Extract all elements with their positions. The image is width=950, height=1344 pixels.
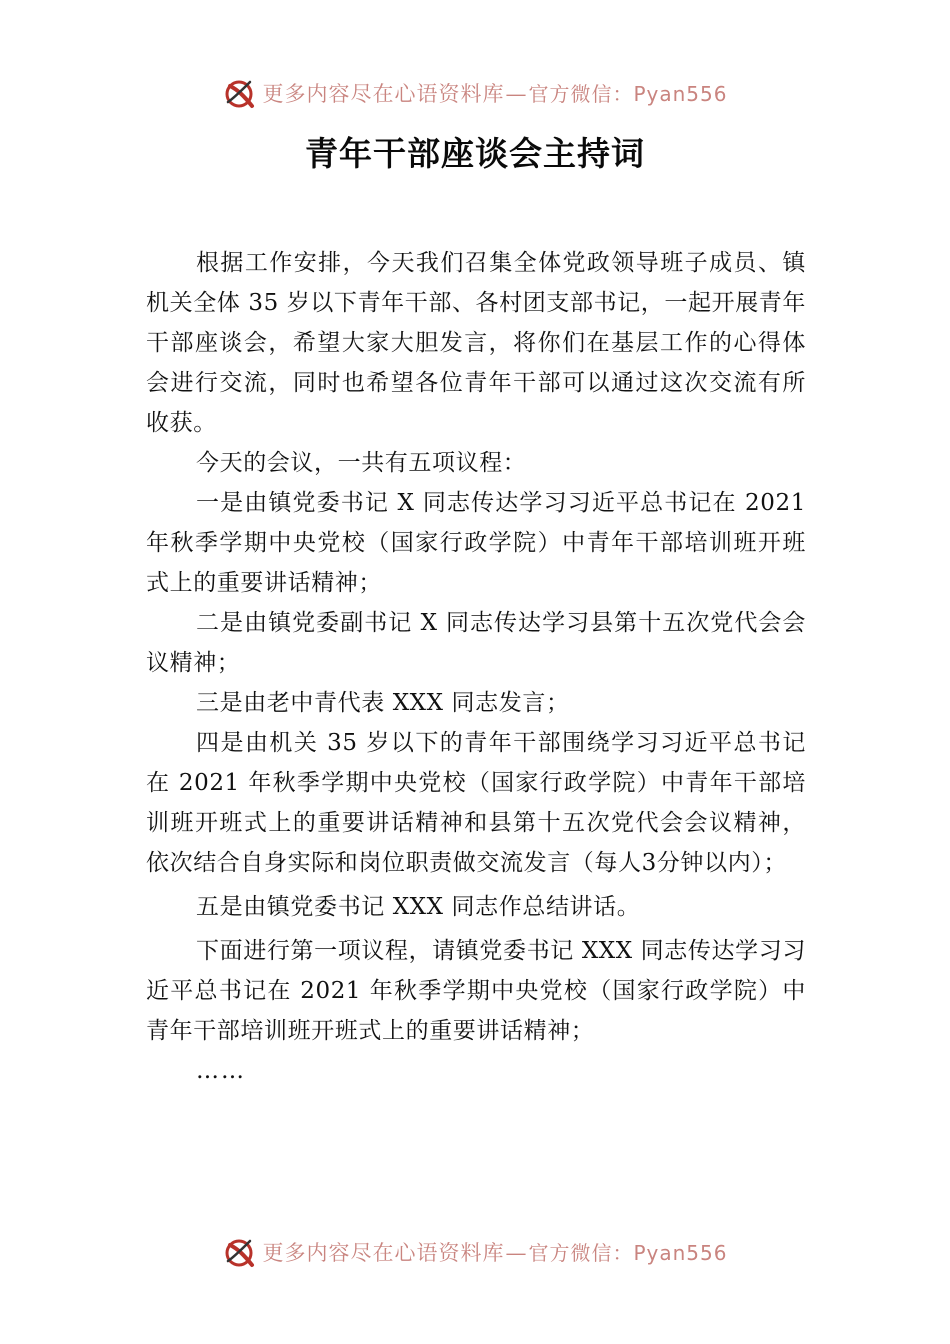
footer-banner — [0, 1232, 950, 1272]
brush-stroke-logo-icon — [222, 1235, 256, 1269]
paragraph-agenda-item-3: 三是由老中青代表 XXX 同志发言； — [196, 690, 570, 716]
brush-stroke-logo-icon — [222, 76, 256, 110]
header-banner-text: 更多内容尽在心语资料库—官方微信：Pyan556 — [262, 82, 728, 106]
paragraph-first-item: 下面进行第一项议程，请镇党委书记 XXX 同志传达学习习近平总书记在 2021 年秋季学期中央党校（国家行政学院）中青年干部培训班开班式上的重要讲话精神； — [146, 938, 806, 1044]
paragraph-agenda-item-1: 一是由镇党委书记 X 同志传达学习习近平总书记在 2021 年秋季学期中央党校（国家行政学院）中青年干部培训班开班式上的重要讲话精神； — [146, 490, 806, 596]
paragraph-ellipsis: …… — [196, 1058, 246, 1084]
header-banner — [0, 73, 950, 113]
footer-banner-text: 更多内容尽在心语资料库—官方微信：Pyan556 — [262, 1241, 728, 1265]
paragraph-agenda-item-4: 四是由机关 35 岁以下的青年干部围绕学习习近平总书记在 2021 年秋季学期中央党校（国家行政学院）中青年干部培训班开班式上的重要讲话精神和县第十五次党代会会议精神，依次结合自身实际和岗位职责做交流发言（每人3分钟以内）； — [146, 730, 806, 876]
document-title: 青年干部座谈会主持词 — [305, 134, 645, 173]
paragraph-agenda-item-2: 二是由镇党委副书记 X 同志传达学习县第十五次党代会会议精神； — [146, 610, 806, 676]
document-body — [146, 243, 806, 1091]
paragraph-agenda-intro: 今天的会议，一共有五项议程： — [196, 450, 527, 476]
paragraph-intro: 根据工作安排，今天我们召集全体党政领导班子成员、镇机关全体 35 岁以下青年干部、各村团支部书记，一起开展青年干部座谈会，希望大家大胆发言，将你们在基层工作的心得体会进行交流，同时也希望各位青年干部可以通过这次交流有所收获。 — [146, 250, 806, 436]
paragraph-agenda-item-5: 五是由镇党委书记 XXX 同志作总结讲话。 — [196, 894, 641, 920]
